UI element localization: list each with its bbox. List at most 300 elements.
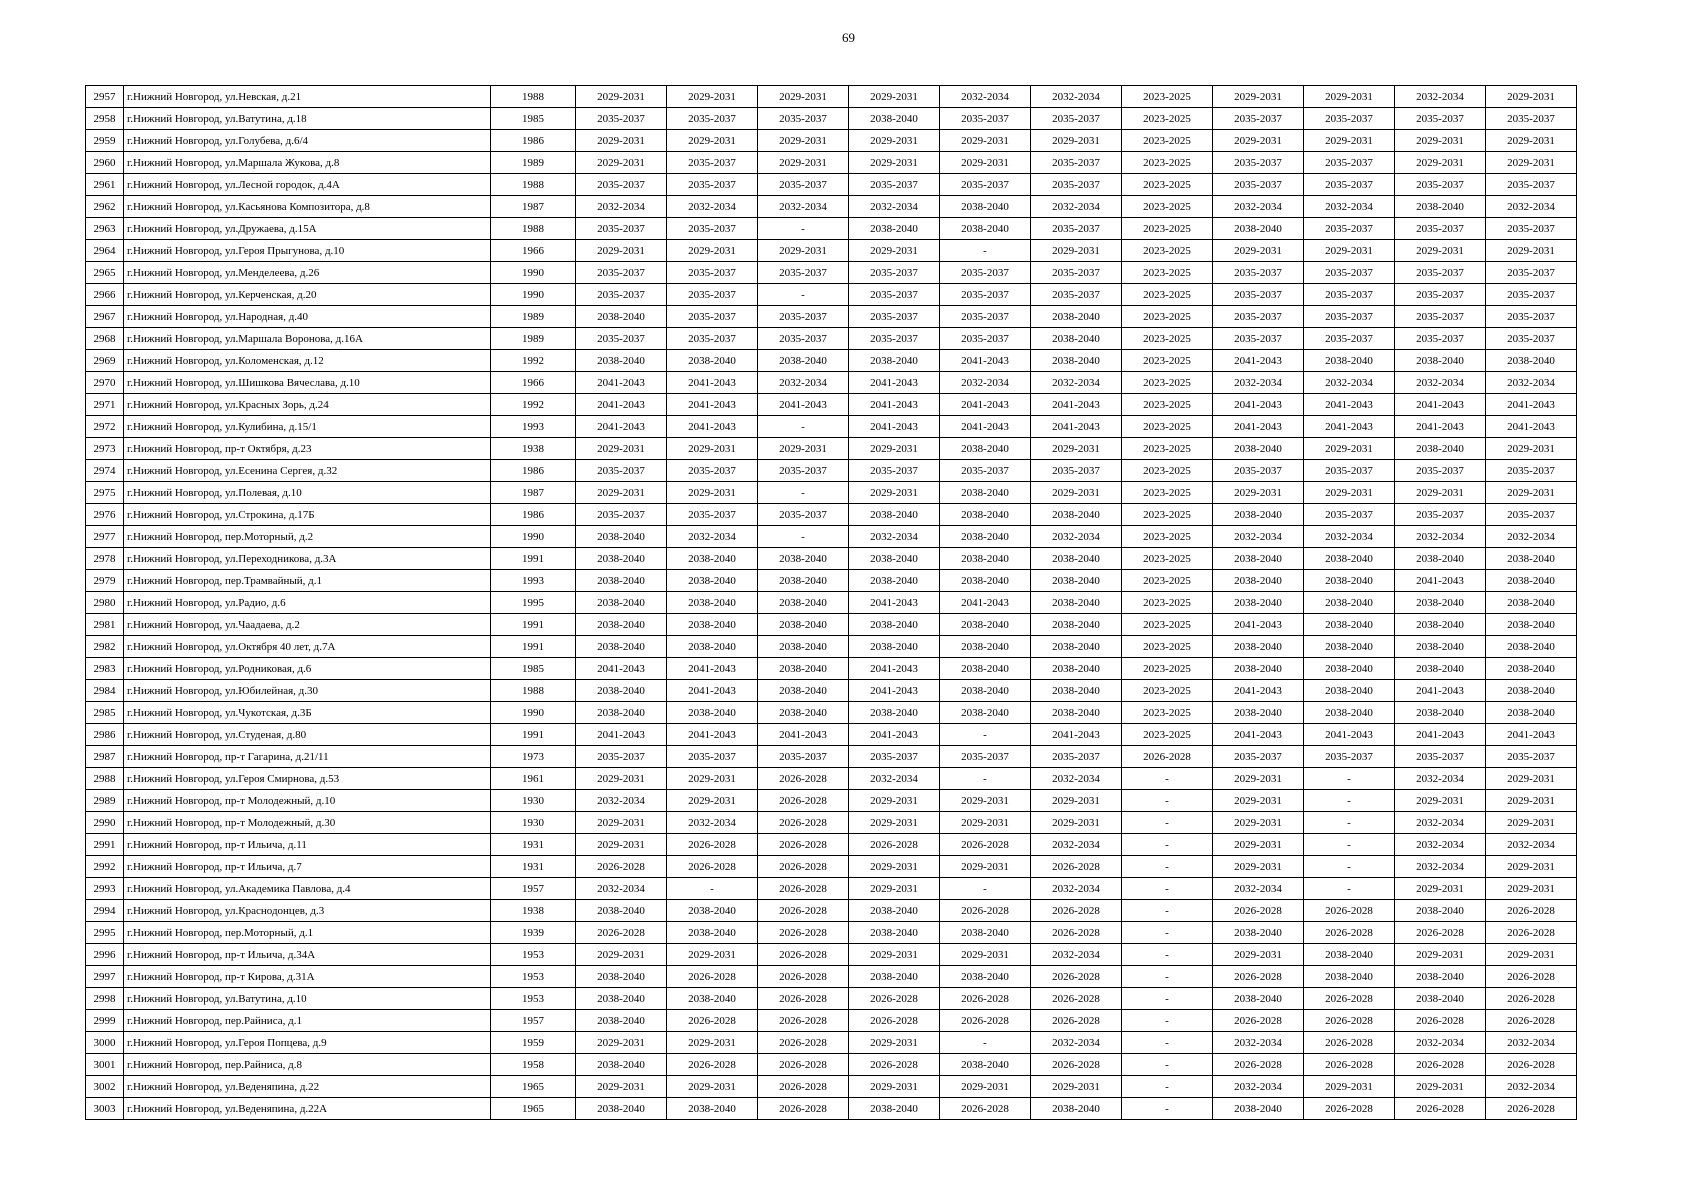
- period-cell: 2032-2034: [758, 196, 849, 218]
- period-cell: 2032-2034: [1213, 196, 1304, 218]
- period-cell: 2023-2025: [1122, 680, 1213, 702]
- period-cell: 2032-2034: [940, 86, 1031, 108]
- year-cell: 1991: [491, 614, 576, 636]
- period-cell: 2035-2037: [1031, 262, 1122, 284]
- address-cell: г.Нижний Новгород, ул.Шишкова Вячеслава, д.10: [124, 372, 491, 394]
- period-cell: 2038-2040: [1304, 614, 1395, 636]
- address-cell: г.Нижний Новгород, ул.Полевая, д.10: [124, 482, 491, 504]
- period-cell: -: [1304, 768, 1395, 790]
- year-cell: 1966: [491, 240, 576, 262]
- period-cell: 2038-2040: [576, 548, 667, 570]
- period-cell: 2038-2040: [576, 526, 667, 548]
- period-cell: 2023-2025: [1122, 240, 1213, 262]
- row-number-cell: 3003: [86, 1098, 124, 1120]
- address-cell: г.Нижний Новгород, пр-т Ильича, д.34А: [124, 944, 491, 966]
- period-cell: 2035-2037: [1395, 306, 1486, 328]
- period-cell: 2035-2037: [1213, 460, 1304, 482]
- table-row: [86, 482, 1577, 504]
- period-cell: 2029-2031: [1486, 768, 1577, 790]
- address-cell: г.Нижний Новгород, пер.Трамвайный, д.1: [124, 570, 491, 592]
- period-cell: 2041-2043: [1486, 416, 1577, 438]
- row-number-cell: 2996: [86, 944, 124, 966]
- year-cell: 1988: [491, 86, 576, 108]
- period-cell: 2038-2040: [1031, 350, 1122, 372]
- period-cell: -: [1122, 834, 1213, 856]
- period-cell: 2032-2034: [1395, 526, 1486, 548]
- period-cell: 2038-2040: [940, 570, 1031, 592]
- period-cell: 2029-2031: [758, 130, 849, 152]
- table-row: [86, 306, 1577, 328]
- row-number-cell: 2989: [86, 790, 124, 812]
- address-cell: г.Нижний Новгород, ул.Коломенская, д.12: [124, 350, 491, 372]
- period-cell: 2029-2031: [1213, 856, 1304, 878]
- period-cell: 2038-2040: [1031, 548, 1122, 570]
- period-cell: 2023-2025: [1122, 416, 1213, 438]
- period-cell: 2035-2037: [1213, 328, 1304, 350]
- period-cell: 2038-2040: [1304, 570, 1395, 592]
- table-row: [86, 1098, 1577, 1120]
- row-number-cell: 2964: [86, 240, 124, 262]
- table-row: [86, 328, 1577, 350]
- period-cell: 2038-2040: [576, 614, 667, 636]
- year-cell: 1985: [491, 658, 576, 680]
- period-cell: 2026-2028: [1486, 1054, 1577, 1076]
- period-cell: 2035-2037: [576, 746, 667, 768]
- period-cell: 2023-2025: [1122, 86, 1213, 108]
- period-cell: 2038-2040: [849, 504, 940, 526]
- period-cell: 2041-2043: [1395, 416, 1486, 438]
- period-cell: 2029-2031: [849, 482, 940, 504]
- period-cell: 2023-2025: [1122, 394, 1213, 416]
- period-cell: -: [940, 1032, 1031, 1054]
- period-cell: 2035-2037: [667, 174, 758, 196]
- period-cell: 2038-2040: [1031, 592, 1122, 614]
- period-cell: -: [1122, 790, 1213, 812]
- address-cell: г.Нижний Новгород, ул.Красных Зорь, д.24: [124, 394, 491, 416]
- period-cell: 2029-2031: [576, 812, 667, 834]
- period-cell: 2041-2043: [1395, 680, 1486, 702]
- table-row: [86, 680, 1577, 702]
- table-row: [86, 240, 1577, 262]
- period-cell: 2029-2031: [849, 944, 940, 966]
- period-cell: 2026-2028: [849, 834, 940, 856]
- period-cell: 2026-2028: [758, 834, 849, 856]
- period-cell: 2035-2037: [1486, 284, 1577, 306]
- address-cell: г.Нижний Новгород, ул.Академика Павлова, д.4: [124, 878, 491, 900]
- period-cell: -: [1122, 812, 1213, 834]
- period-cell: -: [1122, 922, 1213, 944]
- row-number-cell: 2976: [86, 504, 124, 526]
- period-cell: 2032-2034: [1486, 1032, 1577, 1054]
- year-cell: 1987: [491, 196, 576, 218]
- year-cell: 1961: [491, 768, 576, 790]
- period-cell: 2029-2031: [1486, 812, 1577, 834]
- period-cell: 2026-2028: [940, 1010, 1031, 1032]
- period-cell: 2035-2037: [1031, 746, 1122, 768]
- period-cell: 2035-2037: [1304, 262, 1395, 284]
- period-cell: -: [1122, 856, 1213, 878]
- period-cell: 2038-2040: [940, 526, 1031, 548]
- period-cell: 2029-2031: [1304, 86, 1395, 108]
- period-cell: 2035-2037: [1304, 306, 1395, 328]
- period-cell: 2035-2037: [667, 460, 758, 482]
- row-number-cell: 2991: [86, 834, 124, 856]
- period-cell: 2023-2025: [1122, 526, 1213, 548]
- period-cell: 2026-2028: [758, 1054, 849, 1076]
- period-cell: 2032-2034: [758, 372, 849, 394]
- table-row: [86, 966, 1577, 988]
- row-number-cell: 2958: [86, 108, 124, 130]
- period-cell: 2032-2034: [1304, 196, 1395, 218]
- period-cell: 2038-2040: [576, 702, 667, 724]
- period-cell: 2035-2037: [1486, 306, 1577, 328]
- period-cell: 2032-2034: [667, 196, 758, 218]
- period-cell: 2035-2037: [940, 328, 1031, 350]
- period-cell: 2041-2043: [1213, 724, 1304, 746]
- period-cell: 2023-2025: [1122, 306, 1213, 328]
- period-cell: 2026-2028: [1213, 966, 1304, 988]
- period-cell: 2035-2037: [576, 262, 667, 284]
- period-cell: 2026-2028: [1395, 1054, 1486, 1076]
- period-cell: 2029-2031: [1395, 944, 1486, 966]
- period-cell: 2038-2040: [1486, 570, 1577, 592]
- row-number-cell: 2963: [86, 218, 124, 240]
- year-cell: 1965: [491, 1098, 576, 1120]
- period-cell: 2023-2025: [1122, 196, 1213, 218]
- address-cell: г.Нижний Новгород, ул.Чаадаева, д.2: [124, 614, 491, 636]
- period-cell: -: [1122, 768, 1213, 790]
- period-cell: 2035-2037: [849, 306, 940, 328]
- period-cell: 2035-2037: [758, 108, 849, 130]
- period-cell: 2038-2040: [576, 680, 667, 702]
- period-cell: 2038-2040: [1031, 570, 1122, 592]
- year-cell: 1986: [491, 460, 576, 482]
- table-row: [86, 724, 1577, 746]
- period-cell: 2029-2031: [1486, 152, 1577, 174]
- period-cell: 2026-2028: [940, 1098, 1031, 1120]
- period-cell: 2026-2028: [1304, 988, 1395, 1010]
- period-cell: 2029-2031: [667, 768, 758, 790]
- period-cell: 2035-2037: [1486, 328, 1577, 350]
- period-cell: 2035-2037: [1395, 218, 1486, 240]
- period-cell: 2029-2031: [576, 944, 667, 966]
- year-cell: 1991: [491, 724, 576, 746]
- period-cell: 2029-2031: [1031, 438, 1122, 460]
- period-cell: 2038-2040: [1395, 350, 1486, 372]
- period-cell: 2041-2043: [1304, 394, 1395, 416]
- period-cell: 2038-2040: [758, 592, 849, 614]
- year-cell: 1986: [491, 130, 576, 152]
- period-cell: 2038-2040: [667, 1098, 758, 1120]
- row-number-cell: 2986: [86, 724, 124, 746]
- address-cell: г.Нижний Новгород, пер.Моторный, д.1: [124, 922, 491, 944]
- period-cell: 2038-2040: [1031, 658, 1122, 680]
- period-cell: 2029-2031: [667, 944, 758, 966]
- period-cell: 2038-2040: [1395, 900, 1486, 922]
- period-cell: 2032-2034: [1213, 372, 1304, 394]
- period-cell: 2041-2043: [1213, 350, 1304, 372]
- period-cell: 2035-2037: [1304, 460, 1395, 482]
- period-cell: 2038-2040: [758, 614, 849, 636]
- period-cell: 2035-2037: [758, 174, 849, 196]
- table-row: [86, 438, 1577, 460]
- address-cell: г.Нижний Новгород, ул.Радио, д.6: [124, 592, 491, 614]
- period-cell: 2032-2034: [1304, 526, 1395, 548]
- period-cell: 2029-2031: [758, 152, 849, 174]
- period-cell: -: [1122, 878, 1213, 900]
- period-cell: 2038-2040: [576, 966, 667, 988]
- period-cell: 2035-2037: [1304, 108, 1395, 130]
- period-cell: 2038-2040: [667, 548, 758, 570]
- period-cell: -: [1122, 988, 1213, 1010]
- period-cell: 2038-2040: [849, 108, 940, 130]
- period-cell: 2035-2037: [1304, 174, 1395, 196]
- row-number-cell: 2992: [86, 856, 124, 878]
- period-cell: -: [1122, 1032, 1213, 1054]
- row-number-cell: 2983: [86, 658, 124, 680]
- table-row: [86, 350, 1577, 372]
- year-cell: 1991: [491, 548, 576, 570]
- period-cell: 2038-2040: [667, 570, 758, 592]
- period-cell: 2038-2040: [1213, 548, 1304, 570]
- period-cell: 2038-2040: [940, 218, 1031, 240]
- period-cell: 2026-2028: [758, 966, 849, 988]
- period-cell: 2029-2031: [576, 438, 667, 460]
- address-cell: г.Нижний Новгород, пр-т Кирова, д.31А: [124, 966, 491, 988]
- table-row: [86, 900, 1577, 922]
- period-cell: 2041-2043: [576, 372, 667, 394]
- period-cell: 2029-2031: [940, 790, 1031, 812]
- period-cell: 2038-2040: [849, 570, 940, 592]
- period-cell: 2029-2031: [576, 768, 667, 790]
- period-cell: 2035-2037: [1304, 284, 1395, 306]
- period-cell: 2029-2031: [849, 240, 940, 262]
- period-cell: 2029-2031: [1031, 1076, 1122, 1098]
- year-cell: 1930: [491, 790, 576, 812]
- address-cell: г.Нижний Новгород, ул.Есенина Сергея, д.32: [124, 460, 491, 482]
- period-cell: 2026-2028: [758, 988, 849, 1010]
- period-cell: 2038-2040: [1304, 944, 1395, 966]
- year-cell: 1988: [491, 680, 576, 702]
- period-cell: 2038-2040: [758, 658, 849, 680]
- table-row: [86, 922, 1577, 944]
- row-number-cell: 2972: [86, 416, 124, 438]
- row-number-cell: 2999: [86, 1010, 124, 1032]
- period-cell: 2023-2025: [1122, 482, 1213, 504]
- period-cell: 2038-2040: [576, 306, 667, 328]
- period-cell: 2029-2031: [1486, 240, 1577, 262]
- period-cell: 2023-2025: [1122, 218, 1213, 240]
- period-cell: 2035-2037: [1486, 746, 1577, 768]
- period-cell: 2035-2037: [1395, 174, 1486, 196]
- period-cell: 2041-2043: [849, 724, 940, 746]
- period-cell: 2041-2043: [849, 372, 940, 394]
- period-cell: 2035-2037: [758, 504, 849, 526]
- period-cell: 2026-2028: [1395, 1010, 1486, 1032]
- period-cell: 2038-2040: [1031, 504, 1122, 526]
- row-number-cell: 2975: [86, 482, 124, 504]
- period-cell: 2038-2040: [1031, 680, 1122, 702]
- address-cell: г.Нижний Новгород, ул.Голубева, д.6/4: [124, 130, 491, 152]
- row-number-cell: 2960: [86, 152, 124, 174]
- period-cell: 2029-2031: [1304, 482, 1395, 504]
- period-cell: 2026-2028: [758, 878, 849, 900]
- period-cell: 2029-2031: [1031, 790, 1122, 812]
- period-cell: 2038-2040: [940, 504, 1031, 526]
- period-cell: 2035-2037: [940, 174, 1031, 196]
- period-cell: 2038-2040: [1031, 614, 1122, 636]
- period-cell: 2023-2025: [1122, 548, 1213, 570]
- period-cell: -: [1122, 1054, 1213, 1076]
- period-cell: 2035-2037: [667, 152, 758, 174]
- period-cell: 2038-2040: [667, 900, 758, 922]
- period-cell: 2026-2028: [758, 768, 849, 790]
- period-cell: 2041-2043: [1213, 416, 1304, 438]
- period-cell: 2041-2043: [940, 350, 1031, 372]
- table-row: [86, 108, 1577, 130]
- period-cell: 2038-2040: [576, 988, 667, 1010]
- period-cell: 2029-2031: [1395, 878, 1486, 900]
- period-cell: 2032-2034: [849, 768, 940, 790]
- row-number-cell: 2974: [86, 460, 124, 482]
- period-cell: -: [758, 218, 849, 240]
- table-row: [86, 988, 1577, 1010]
- period-cell: 2038-2040: [758, 570, 849, 592]
- period-cell: 2038-2040: [940, 1054, 1031, 1076]
- table-row: [86, 812, 1577, 834]
- period-cell: 2029-2031: [1213, 768, 1304, 790]
- period-cell: 2026-2028: [1304, 922, 1395, 944]
- row-number-cell: 2970: [86, 372, 124, 394]
- period-cell: 2032-2034: [1395, 372, 1486, 394]
- period-cell: 2029-2031: [1304, 438, 1395, 460]
- period-cell: 2029-2031: [1486, 878, 1577, 900]
- period-cell: 2029-2031: [576, 240, 667, 262]
- address-cell: г.Нижний Новгород, ул.Невская, д.21: [124, 86, 491, 108]
- period-cell: 2038-2040: [1213, 504, 1304, 526]
- period-cell: 2029-2031: [849, 790, 940, 812]
- address-cell: г.Нижний Новгород, ул.Маршала Жукова, д.8: [124, 152, 491, 174]
- period-cell: 2041-2043: [849, 394, 940, 416]
- period-cell: 2026-2028: [667, 1010, 758, 1032]
- period-cell: 2032-2034: [1213, 1076, 1304, 1098]
- period-cell: 2029-2031: [849, 1032, 940, 1054]
- period-cell: 2032-2034: [1213, 1032, 1304, 1054]
- period-cell: -: [758, 482, 849, 504]
- period-cell: 2026-2028: [758, 1032, 849, 1054]
- period-cell: 2029-2031: [1395, 240, 1486, 262]
- period-cell: 2041-2043: [1395, 394, 1486, 416]
- period-cell: 2029-2031: [667, 240, 758, 262]
- period-cell: 2032-2034: [1031, 1032, 1122, 1054]
- period-cell: 2041-2043: [940, 416, 1031, 438]
- address-cell: г.Нижний Новгород, ул.Юбилейная, д.30: [124, 680, 491, 702]
- row-number-cell: 2997: [86, 966, 124, 988]
- period-cell: 2029-2031: [1395, 482, 1486, 504]
- table-row: [86, 218, 1577, 240]
- row-number-cell: 2985: [86, 702, 124, 724]
- period-cell: 2041-2043: [667, 680, 758, 702]
- table-row: [86, 416, 1577, 438]
- period-cell: 2041-2043: [758, 724, 849, 746]
- period-cell: 2038-2040: [940, 702, 1031, 724]
- period-cell: 2026-2028: [849, 988, 940, 1010]
- period-cell: 2038-2040: [667, 702, 758, 724]
- period-cell: 2038-2040: [940, 548, 1031, 570]
- period-cell: 2029-2031: [1213, 482, 1304, 504]
- period-cell: 2029-2031: [1213, 944, 1304, 966]
- period-cell: 2041-2043: [758, 394, 849, 416]
- period-cell: 2038-2040: [1395, 988, 1486, 1010]
- period-cell: 2041-2043: [576, 658, 667, 680]
- period-cell: 2035-2037: [576, 460, 667, 482]
- row-number-cell: 2987: [86, 746, 124, 768]
- period-cell: 2035-2037: [1395, 262, 1486, 284]
- period-cell: 2038-2040: [940, 482, 1031, 504]
- year-cell: 1993: [491, 416, 576, 438]
- period-cell: 2035-2037: [940, 284, 1031, 306]
- period-cell: 2038-2040: [1304, 658, 1395, 680]
- period-cell: 2038-2040: [576, 1098, 667, 1120]
- table-row: [86, 526, 1577, 548]
- period-cell: 2035-2037: [849, 284, 940, 306]
- table-row: [86, 1076, 1577, 1098]
- address-cell: г.Нижний Новгород, ул.Чукотская, д.3Б: [124, 702, 491, 724]
- period-cell: 2029-2031: [576, 1076, 667, 1098]
- address-cell: г.Нижний Новгород, ул.Народная, д.40: [124, 306, 491, 328]
- table-row: [86, 196, 1577, 218]
- address-cell: г.Нижний Новгород, пр-т Гагарина, д.21/11: [124, 746, 491, 768]
- address-cell: г.Нижний Новгород, ул.Краснодонцев, д.3: [124, 900, 491, 922]
- period-cell: -: [1122, 1076, 1213, 1098]
- period-cell: 2035-2037: [1031, 284, 1122, 306]
- address-cell: г.Нижний Новгород, пер.Райниса, д.8: [124, 1054, 491, 1076]
- address-cell: г.Нижний Новгород, ул.Кулибина, д.15/1: [124, 416, 491, 438]
- period-cell: 2035-2037: [1395, 328, 1486, 350]
- year-cell: 1973: [491, 746, 576, 768]
- period-cell: 2023-2025: [1122, 284, 1213, 306]
- year-cell: 1930: [491, 812, 576, 834]
- period-cell: 2041-2043: [849, 416, 940, 438]
- period-cell: 2032-2034: [1486, 196, 1577, 218]
- row-number-cell: 3002: [86, 1076, 124, 1098]
- period-cell: 2023-2025: [1122, 328, 1213, 350]
- period-cell: 2026-2028: [1031, 988, 1122, 1010]
- period-cell: 2035-2037: [667, 108, 758, 130]
- period-cell: 2029-2031: [940, 944, 1031, 966]
- row-number-cell: 2979: [86, 570, 124, 592]
- table-row: [86, 1032, 1577, 1054]
- year-cell: 1986: [491, 504, 576, 526]
- period-cell: 2029-2031: [1213, 240, 1304, 262]
- period-cell: -: [940, 768, 1031, 790]
- period-cell: 2038-2040: [1213, 592, 1304, 614]
- period-cell: -: [758, 416, 849, 438]
- period-cell: 2035-2037: [1031, 152, 1122, 174]
- period-cell: 2038-2040: [940, 922, 1031, 944]
- period-cell: 2035-2037: [667, 262, 758, 284]
- period-cell: 2029-2031: [1031, 482, 1122, 504]
- period-cell: 2029-2031: [667, 1076, 758, 1098]
- period-cell: 2035-2037: [667, 284, 758, 306]
- period-cell: 2032-2034: [1031, 526, 1122, 548]
- period-cell: 2032-2034: [576, 878, 667, 900]
- period-cell: 2029-2031: [1395, 790, 1486, 812]
- year-cell: 1992: [491, 350, 576, 372]
- period-cell: 2032-2034: [1031, 86, 1122, 108]
- address-cell: г.Нижний Новгород, ул.Ватутина, д.10: [124, 988, 491, 1010]
- period-cell: -: [1304, 790, 1395, 812]
